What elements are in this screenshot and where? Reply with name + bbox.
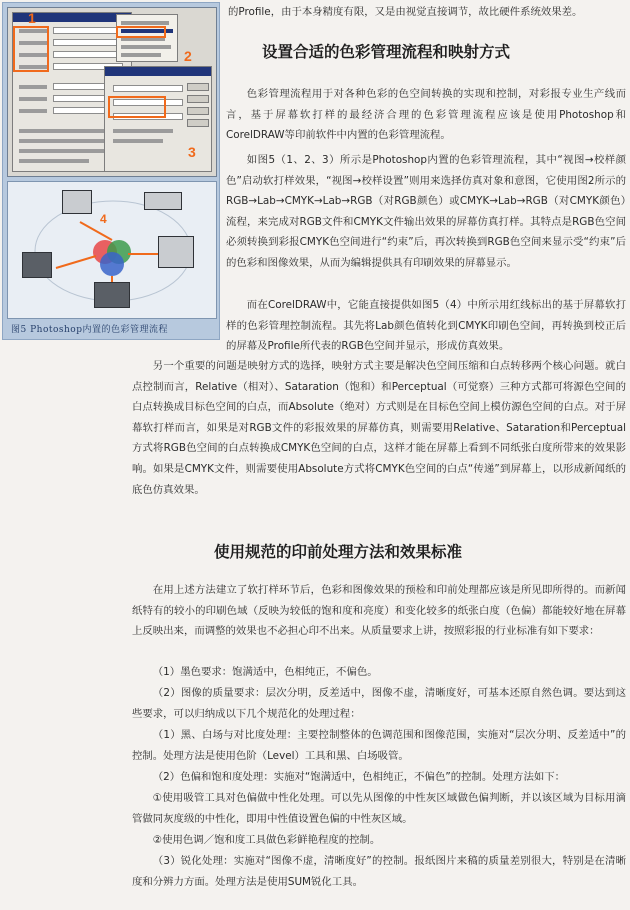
section1-paragraph-4: 另一个重要的问题是映射方式的选择，映射方式主要是解决色空间压缩和白点转移两个核心问题。就白点控制而言，Relative（相对）、Sataration（饱和）和Perceptual（可觉察）三种方式都可将源色空间的白点转换成目标色空间的白点，而Absolute（绝对）方式则是在目标色空间上模仿源色空间的白点。对于屏幕软打样而言，如果是对RGB文件的彩报效果的屏幕仿真，则需要用Relative、Sataration和Perceptual方式将RGB色空间的白点转换成CMYK色空间的白点，这样才能在屏幕上看到不同纸张白度所带来的效果影响。如果是CMYK文件，则需要使用Absolute方式将CMYK色空间的白点“传递”到屏幕上，以形成新闻纸的底色仿真效果。 — [132, 360, 626, 496]
printer-device — [22, 252, 52, 278]
flatbed-device — [144, 192, 182, 210]
section1-paragraph-3: 而在CorelDRAW中，它能直接提供如图5（4）中所示用红线标出的基于屏幕软打样的色彩管理控制流程。其先将Lab颜色值转化到CMYK印刷色空间，再转换到校正后的屏幕及Profile所代表的RGB色空间并显示，形成仿真效果。 — [226, 299, 626, 353]
callout-box-3 — [108, 96, 166, 118]
process-3: （3）锐化处理：实施对“图像不虚，清晰度好”的控制。报纸图片来稿的质量差别很大，特别是在清晰度和分辨力方面。处理方法是使用SUM锐化工具。 — [132, 855, 626, 888]
monitor-device — [94, 282, 130, 308]
marker-3: 3 — [188, 144, 196, 160]
process-2-step-1: ①使用吸管工具对色偏做中性化处理。可以先从图像的中性灰区域做色偏判断，并以该区域为目标用滴管做同灰度级的中性化，即用中性值设置色偏的中性灰区域。 — [132, 792, 626, 825]
requirement-1: （1）墨色要求：饱满适中，色相纯正，不偏色。 — [152, 666, 378, 678]
scanner-device — [62, 190, 92, 214]
section1-paragraph-1: 色彩管理流程用于对各种色彩的色空间转换的实现和控制，对彩报专业生产线而言，基于屏幕软打样的最经济合理的色彩管理流程应该是使用Photoshop和CorelDRAW等印前软件中内置的色彩管理流程。 — [226, 88, 626, 142]
requirement-2: （2）图像的质量要求：层次分明，反差适中，图像不虚，清晰度好，可基本还原自然色调。要达到这些要求，可以归纳成以下几个规范化的处理过程： — [132, 687, 626, 720]
top-fragment: 的Profile，由于本身精度有限，又是由视觉直接调节，故比硬件系统效果差。 — [228, 6, 583, 18]
press-device — [158, 236, 194, 268]
section1-title: 设置合适的色彩管理流程和映射方式 — [262, 43, 511, 61]
callout-box-2 — [116, 26, 166, 38]
marker-1: 1 — [28, 10, 36, 26]
section1-paragraph-3-top — [226, 295, 626, 357]
process-2-step-2: ②使用色调／饱和度工具做色彩鲜艳程度的控制。 — [152, 834, 381, 846]
process-2: （2）色偏和饱和度处理：实施对“饱满适中，色相纯正，不偏色”的控制。处理方法如下： — [152, 771, 566, 783]
photoshop-dialog-screenshot — [7, 7, 217, 177]
figure-caption: 图5 Photoshop内置的色彩管理流程 — [11, 325, 168, 335]
figure-5 — [2, 2, 220, 340]
corel-color-workflow-diagram — [7, 181, 217, 319]
callout-box-1 — [13, 26, 49, 72]
marker-4: 4 — [100, 212, 107, 226]
process-1: （1）黑、白场与对比度处理：主要控制整体的色调范围和图像范围，实施对“层次分明、反差适中”的控制。处理方法是使用色阶（Level）工具和黑、白场吸管。 — [132, 729, 626, 762]
view-menu — [116, 14, 178, 62]
section1-paragraph-2: 如图5（1、2、3）所示是Photoshop内置的色彩管理流程，其中“视图→校样颜色”启动软打样效果，“视图→校样设置”则用来选择仿真对象和意图，它使用图2所示的RGB→Lab→CMYK→Lab→RGB（对RGB颜色）或CMYK→Lab→RGB（对CMYK颜色）流程，来完成对RGB文件和CMYK文件输出效果的屏幕仿真打样。其特点是RGB色空间必须转换到彩报CMYK色空间进行“约束”后，再次转换到RGB色空间来显示受“约束”后的色彩和图像效果，从而为编辑提供具有印刷效果的屏幕显示。 — [226, 154, 626, 269]
marker-2: 2 — [184, 48, 192, 64]
section2-title: 使用规范的印前处理方法和效果标准 — [214, 543, 463, 561]
section2-paragraph-1: 在用上述方法建立了软打样环节后，色彩和图像效果的预检和印前处理都应该是所见即所得的。而新闻纸特有的较小的印刷色域（反映为较低的饱和度和亮度）和变化较多的纸张白度（色偏）都能较好地在屏幕上反映出来，而调整的效果也不必担心印不出来。从质量要求上讲，按照彩报的行业标准有如下要求： — [132, 584, 626, 638]
